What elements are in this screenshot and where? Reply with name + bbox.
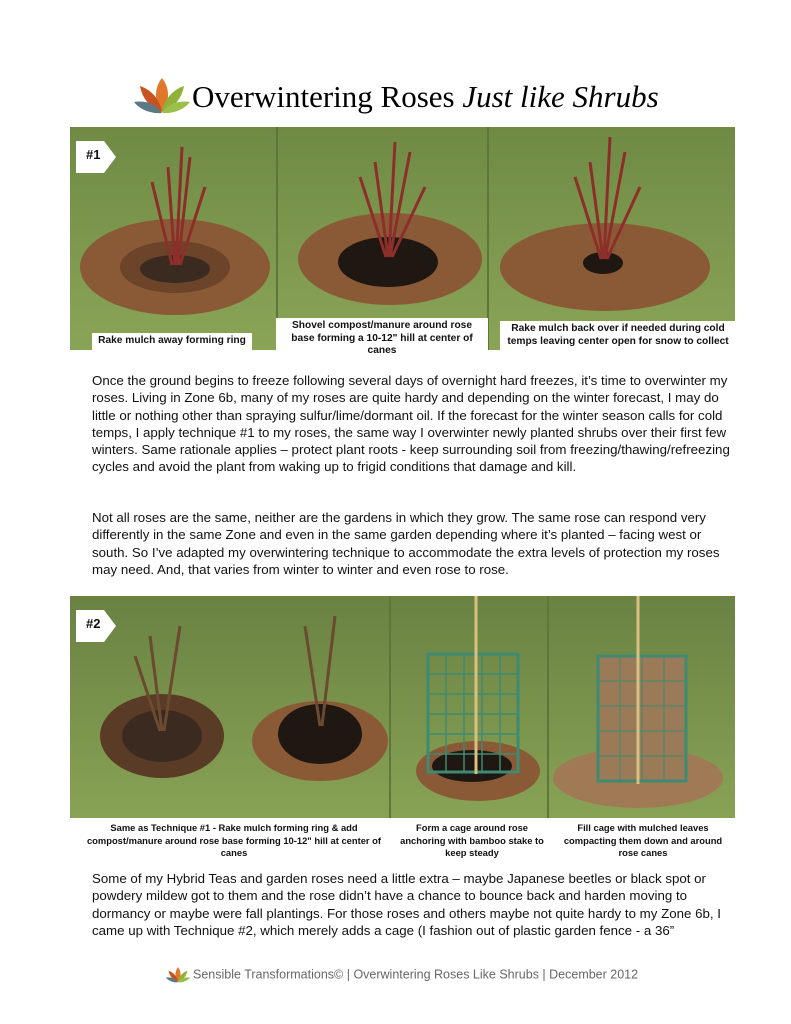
paragraph-1: Once the ground begins to freeze following several days of overnight hard freezes, it’s time to overwinter my roses. Living in Zone 6b, many of my roses are quite hardy and depending on the winter forecast, I may do little or nothing other than spraying sulfur/lime/dormant oil. If the forecast for the winter season calls for cold temps, I apply technique #1 to my roses, the same way I overwinter newly planted shrubs over their first few winters. Same rationale applies – protect plant roots - keep surrounding soil from freezing/thawing/refreezing cycles and avoid the plant from waking up to frigid conditions that damage and kill. [92, 373, 730, 475]
lotus-logo-icon [134, 76, 190, 116]
technique-1-caption-2: Shovel compost/manure around rose base forming a 10-12" hill at center of canes [276, 318, 488, 360]
technique-1-caption-3: Rake mulch back over if needed during cold temps leaving center open for snow to collect [500, 321, 736, 350]
page-title [192, 78, 659, 116]
page-header [0, 74, 791, 120]
footer-text: Sensible Transformations© | Overwintering Roses Like Shrubs | December 2012 [193, 967, 639, 982]
title-main: Overwintering Roses [192, 79, 463, 114]
technique-1-photos [70, 127, 735, 350]
technique-2-photo-strip [70, 596, 735, 818]
page-footer [166, 964, 638, 984]
technique-2-caption-1: Same as Technique #1 - Rake mulch forming ring & add compost/manure around rose base forming 10-12" hill at center of canes [86, 822, 382, 858]
title-italic: Just like Shrubs [462, 79, 659, 114]
paragraph-3: Some of my Hybrid Teas and garden roses need a little extra – maybe Japanese beetles or black spot or powdery mildew got to them and the rose didn’t have a chance to bounce back and harden moving to dormancy or maybe were fall plantings. For those roses and others maybe not quite hardy to my Zone 6b, I came up with Technique #2, which merely adds a cage (I fashion out of plastic garden fence - a 36” [92, 871, 721, 938]
paragraph-2: Not all roses are the same, neither are the gardens in which they grow. The same rose can respond very differently in the same Zone and even in the same garden depending where it’s planted – facing west or south. So I’ve adapted my overwintering technique to accommodate the extra levels of protection my roses may need. And, that varies from winter to winter and even rose to rose. [92, 510, 720, 577]
technique-2-photos [70, 596, 735, 818]
technique-2-caption-2: Form a cage around rose anchoring with bamboo stake to keep steady [400, 822, 544, 858]
technique-2-badge-label: #2 [86, 616, 101, 631]
technique-1-caption-1: Rake mulch away forming ring [92, 333, 252, 350]
technique-1-photo-strip [70, 127, 735, 350]
technique-1-badge [76, 141, 116, 173]
technique-2-caption-3: Fill cage with mulched leaves compacting them down and around rose canes [563, 822, 723, 858]
technique-2-badge [76, 610, 116, 642]
lotus-logo-icon [166, 966, 190, 984]
technique-1-badge-label: #1 [86, 147, 101, 162]
